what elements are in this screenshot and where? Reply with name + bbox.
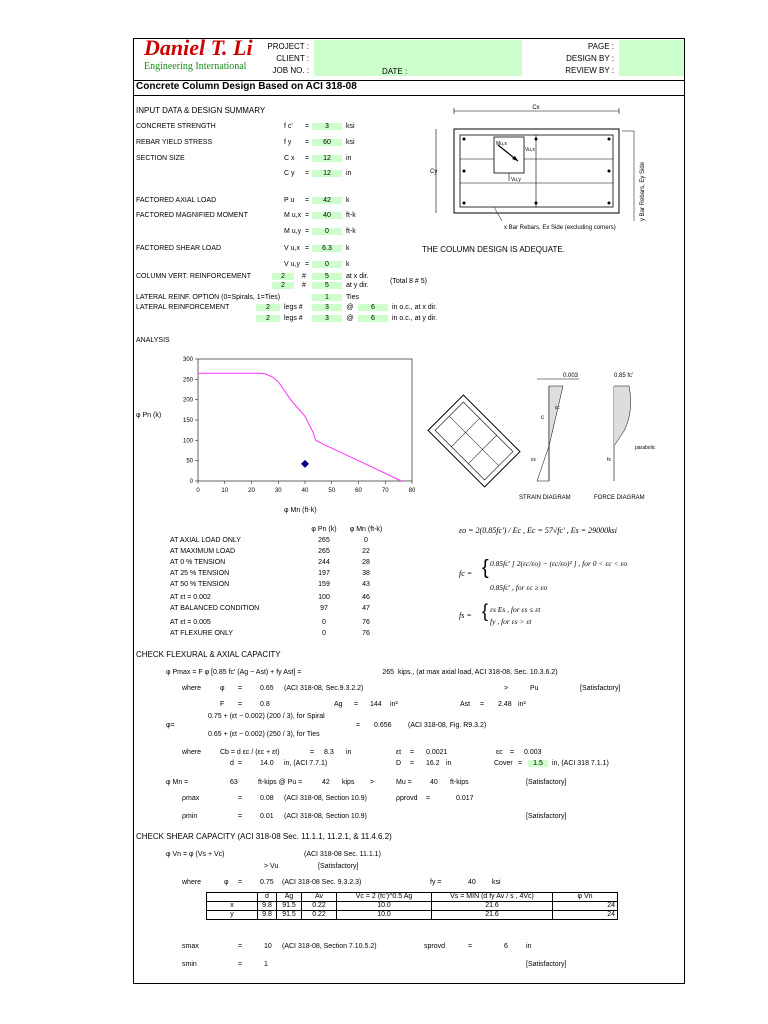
input-equals: =	[304, 228, 310, 235]
cy-dim-label: Cy	[430, 169, 438, 175]
mn-label: φ Mn =	[166, 779, 189, 786]
ec-label: εc	[496, 749, 503, 756]
input-value[interactable]: 12	[312, 170, 342, 177]
reinf-total: (Total 8 # 5)	[390, 278, 427, 285]
input-symbol: M u,y	[284, 228, 302, 235]
reinf-y-hash: #	[302, 282, 306, 289]
client-label: CLIENT :	[276, 54, 309, 63]
d-ref: in, (ACI 7.7.1)	[284, 760, 328, 767]
smin-status: [Satisfactory]	[526, 961, 567, 968]
lat-y-spacing[interactable]: 6	[358, 315, 388, 322]
input-value[interactable]: 0	[312, 261, 342, 268]
rmin-value: 0.01	[260, 813, 274, 820]
input-heading: INPUT DATA & DESIGN SUMMARY	[136, 106, 266, 115]
pmax-status: [Satisfactory]	[580, 685, 621, 692]
input-equals: =	[304, 123, 310, 130]
shear-cell: 9.8	[258, 911, 277, 920]
input-unit: ksi	[346, 139, 355, 146]
lat-y-unit: in o.c., at y dir.	[392, 315, 438, 322]
shear-status: [Satisfactory]	[318, 863, 359, 870]
result-pn: 0	[322, 630, 326, 637]
result-pn: 97	[320, 605, 328, 612]
input-equals: =	[304, 155, 310, 162]
shear-phi-value: 0.75	[260, 879, 274, 886]
force-diagram-label: FORCE DIAGRAM	[594, 495, 645, 501]
title-bar	[134, 80, 684, 96]
shear-fy-value: 40	[468, 879, 476, 886]
shear-cell: y	[207, 911, 258, 920]
result-label: AT BALANCED CONDITION	[170, 605, 260, 612]
result-label: AT 25 % TENSION	[170, 570, 230, 577]
cb-unit: in	[346, 749, 352, 756]
mu-value: 40	[430, 779, 438, 786]
page-title: Concrete Column Design Based on ACI 318-08	[136, 81, 357, 92]
fc-case-1: 0.85fc' [ 2(εc/εo) − (εc/εo)² ] , for 0 < εc < εo	[490, 559, 628, 568]
result-label: AT 0 % TENSION	[170, 559, 226, 566]
eps0-formula: εo = 2(0.85fc') / Ec , Ec = 57√fc' , Es = 29000ksi	[459, 526, 618, 535]
input-unit: ft-k	[346, 212, 356, 219]
shear-phi: φ	[224, 879, 229, 886]
Ag-unit: in²	[390, 701, 398, 708]
shear-col-d: d	[258, 893, 277, 902]
ec-label: εc	[555, 405, 560, 411]
result-mn: 0	[364, 537, 368, 544]
rprovd-value: 0.017	[456, 795, 474, 802]
input-label: SECTION SIZE	[136, 155, 185, 162]
cb-value: 8.3	[324, 749, 334, 756]
phi-eq-1: =	[238, 685, 243, 692]
shear-cell: 21.6	[432, 902, 553, 911]
es-label: εs	[531, 457, 536, 463]
result-mn: 47	[362, 605, 370, 612]
mn-pu-value: 42	[322, 779, 330, 786]
shear-cell: 24	[553, 911, 618, 920]
x-tick-label: 70	[381, 488, 389, 494]
rmin-ref: (ACI 318-08, Section 10.9)	[284, 813, 367, 820]
result-label: AT MAXIMUM LOAD	[170, 548, 236, 555]
smin-value: 1	[264, 961, 268, 968]
shear-phi-eq: =	[238, 879, 243, 886]
vu-compare: > Vu	[264, 863, 279, 870]
D-value: 16.2	[426, 760, 440, 767]
result-label: AT εt = 0.002	[170, 594, 211, 601]
input-value[interactable]: 60	[312, 139, 342, 146]
input-value[interactable]: 0	[312, 228, 342, 235]
input-unit: in	[346, 155, 352, 162]
result-mn: 22	[362, 548, 370, 555]
shear-cell: 9.8	[258, 902, 277, 911]
smax-label: smax	[182, 943, 199, 950]
phi-spiral: 0.75 + (εt − 0.002) (200 / 3), for Spiral	[208, 713, 325, 720]
fs-case-2: fy , for εs > εt	[490, 617, 532, 626]
shear-cell: 21.6	[432, 911, 553, 920]
lat-x-legs-label: legs #	[284, 304, 303, 311]
vux-label: Vu,x	[525, 147, 535, 153]
shear-col-blank	[207, 893, 258, 902]
mn-value: 63	[230, 779, 238, 786]
mu-unit: ft-kips	[450, 779, 469, 786]
vuy-label: Vu,y	[511, 177, 521, 183]
mn-kips: kips	[342, 779, 355, 786]
cover-ref: in, (ACI 318 7.1.1)	[552, 760, 609, 767]
vn-ref: (ACI 318-08 Sec. 11.1.1)	[304, 851, 381, 858]
reinf-label: COLUMN VERT. REINFORCEMENT	[136, 273, 251, 280]
design-status: THE COLUMN DESIGN IS ADEQUATE.	[422, 245, 565, 254]
F-value: 0.8	[260, 701, 270, 708]
input-unit: in	[346, 170, 352, 177]
strain-force-figure	[429, 351, 679, 501]
sprovd-label: sprovd	[424, 943, 446, 950]
logo-subtitle: Engineering International	[144, 61, 247, 72]
input-unit: k	[346, 245, 350, 252]
ec-eq: =	[510, 749, 515, 756]
smax-ref: (ACI 318-08, Section 7.10.5.2)	[282, 943, 377, 950]
smax-value: 10	[264, 943, 272, 950]
shear-fy-label: fy =	[430, 879, 442, 886]
phi-calc-value: 0.656	[374, 722, 392, 729]
phi-eq-label: φ=	[166, 722, 175, 729]
phi-symbol-1: φ	[220, 685, 225, 692]
input-value[interactable]: 40	[312, 212, 342, 219]
fs-lhs: fs =	[459, 611, 472, 620]
input-symbol: M u,x	[284, 212, 302, 219]
result-pn: 159	[318, 581, 330, 588]
cover-label: Cover	[494, 760, 513, 767]
shear-cell: 91.5	[277, 911, 302, 920]
smin-eq: =	[238, 961, 243, 968]
d-label: d	[230, 760, 234, 767]
input-equals: =	[304, 261, 310, 268]
y-tick-label: 50	[186, 458, 193, 465]
y-tick-label: 250	[182, 377, 193, 384]
reinf-x-count[interactable]: 2	[272, 273, 294, 280]
result-pn: 265	[318, 537, 330, 544]
result-label: AT AXIAL LOAD ONLY	[170, 537, 241, 544]
rmin-label: ρmin	[182, 813, 198, 820]
fs-case-1: εs Es , for εs ≤ εt	[490, 605, 541, 614]
rprovd-label: ρprovd	[396, 795, 418, 802]
interaction-diagram-chart	[174, 355, 434, 505]
force-085fc: 0.85 fc'	[614, 373, 634, 379]
x-tick-label: 30	[274, 488, 282, 494]
input-label: CONCRETE STRENGTH	[136, 123, 216, 130]
cx-dim-label: Cx	[532, 105, 540, 111]
Ast-eq: =	[480, 701, 485, 708]
cb-equation: Cb = d εc / (εc + εt)	[220, 749, 280, 756]
lat-x-size[interactable]: 3	[312, 304, 342, 311]
lat-x-spacing[interactable]: 6	[358, 304, 388, 311]
reinf-x-size[interactable]: 5	[312, 273, 342, 280]
pmax-gt: >	[504, 685, 509, 692]
chart-xlabel: φ Mn (ft-k)	[284, 507, 317, 514]
cover-value[interactable]: 1.5	[528, 760, 548, 767]
strain-diagram-label: STRAIN DIAGRAM	[519, 495, 571, 501]
project-info-field[interactable]	[314, 40, 522, 76]
input-unit: ksi	[346, 123, 355, 130]
input-symbol: C x	[284, 155, 295, 162]
mux-label: Mu,x	[496, 141, 507, 147]
logo-name: Daniel T. Li	[144, 35, 253, 60]
y-tick-label: 300	[182, 357, 193, 363]
lat-option-label: LATERAL REINF. OPTION (0=Spirals, 1=Ties)	[136, 294, 281, 301]
result-pn: 265	[318, 548, 330, 555]
cover-eq: =	[518, 760, 523, 767]
parabolic-label: parabolic	[635, 445, 656, 451]
mu-label: Mu =	[396, 779, 412, 786]
reinf-y-size[interactable]: 5	[312, 282, 342, 289]
calc-sheet	[133, 35, 685, 984]
fc-case-2: 0.85fc' , for εc ≥ εo	[490, 583, 548, 592]
phi-value: 0.65	[260, 685, 274, 692]
y-tick-label: 0	[189, 479, 193, 485]
shear-cell: 10.0	[337, 902, 432, 911]
analysis-heading: ANALYSIS	[136, 337, 170, 344]
vn-equation: φ Vn = φ (Vs + Vc)	[166, 851, 225, 858]
input-symbol: V u,x	[284, 245, 300, 252]
phi-ref: (ACI 318-08, Sec.9.3.2.2)	[284, 685, 364, 692]
smax-eq: =	[238, 943, 243, 950]
lat-x-legs[interactable]: 2	[256, 304, 280, 311]
x-tick-label: 60	[355, 488, 362, 494]
input-unit: k	[346, 261, 350, 268]
et-value: 0.0021	[426, 749, 448, 756]
input-symbol: V u,y	[284, 261, 300, 268]
c-label: c	[541, 415, 544, 421]
x-tick-label: 80	[408, 488, 416, 494]
rmax-ref: (ACI 318-08, Section 10.9)	[284, 795, 367, 802]
result-pn: 244	[318, 559, 330, 566]
Ag-eq: =	[354, 701, 359, 708]
sprovd-eq: =	[468, 943, 473, 950]
fc-lhs: fc =	[459, 569, 473, 578]
phi-calc-eq: =	[356, 722, 361, 729]
D-label: D	[396, 760, 402, 767]
input-label: FACTORED MAGNIFIED MOMENT	[136, 212, 248, 219]
Ag-value: 144	[370, 701, 382, 708]
Ag-label: Ag	[334, 701, 343, 708]
result-label: AT 50 % TENSION	[170, 581, 230, 588]
shear-col-phivn: φ Vn	[553, 893, 618, 902]
input-symbol: P u	[284, 197, 295, 204]
result-mn: 28	[362, 559, 370, 566]
flex-where-1: where	[182, 685, 202, 692]
date-label: DATE :	[382, 67, 408, 76]
input-value[interactable]: 12	[312, 155, 342, 162]
fc-brace: {	[482, 557, 489, 579]
result-mn: 38	[362, 570, 370, 577]
D-unit: in	[446, 760, 452, 767]
input-label: REBAR YIELD STRESS	[136, 139, 213, 146]
lat-x-at: @	[346, 304, 354, 311]
shear-col-vs: Vs = MIN (d fy Av / s , 4Vc)	[432, 893, 553, 902]
shear-cell: x	[207, 902, 258, 911]
shear-cell: 0.22	[302, 911, 337, 920]
shear-col-ag: Ag	[277, 893, 302, 902]
input-symbol: f y	[284, 139, 292, 146]
d-value: 14.0	[260, 760, 274, 767]
pmax-note: kips., (at max axial load, ACI 318-08, Sec. 10.3.6.2)	[398, 669, 558, 676]
shear-table-header	[207, 893, 618, 902]
rmax-value: 0.08	[260, 795, 274, 802]
reinf-x-hash: #	[302, 273, 306, 280]
Ast-value: 2.48	[498, 701, 512, 708]
input-equals: =	[304, 170, 310, 177]
pu-label: Pu	[530, 685, 539, 692]
input-equals: =	[304, 212, 310, 219]
result-mn: 76	[362, 619, 370, 626]
lat-option-unit: Ties	[346, 294, 359, 301]
column-section-figure	[424, 101, 664, 241]
result-label: AT FLEXURE ONLY	[170, 630, 234, 637]
Ast-unit: in²	[518, 701, 526, 708]
input-value[interactable]: 6.3	[312, 245, 342, 252]
results-mn-header: φ Mn (ft-k)	[349, 526, 383, 533]
lat-y-legs-label: legs #	[284, 315, 303, 322]
shear-phi-ref: (ACI 318-08 Sec. 9.3.2.3)	[282, 879, 362, 886]
input-label: FACTORED AXIAL LOAD	[136, 197, 217, 204]
results-pn-header: φ Pn (k)	[311, 526, 337, 533]
pmax-equation: φ Pmax = F φ [0.85 fc' (Ag − Ast) + fy Ast] =	[166, 669, 302, 676]
rprovd-eq: =	[426, 795, 431, 802]
result-pn: 0	[322, 619, 326, 626]
lat-x-unit: in o.c., at x dir.	[392, 304, 438, 311]
reinf-y-count[interactable]: 2	[272, 282, 294, 289]
flex-where-2: where	[182, 749, 202, 756]
x-tick-label: 20	[248, 488, 255, 494]
shear-where: where	[182, 879, 202, 886]
Ast-label: Ast	[460, 701, 471, 708]
lat-y-legs[interactable]: 2	[256, 315, 280, 322]
chart-ylabel: φ Pn (k)	[136, 412, 162, 419]
table-row	[207, 911, 618, 920]
result-mn: 43	[362, 581, 370, 588]
table-row	[207, 902, 618, 911]
project-label: PROJECT :	[267, 42, 309, 51]
shear-heading: CHECK SHEAR CAPACITY (ACI 318-08 Sec. 11.1.1, 11.2.1, & 11.4.6.2)	[136, 832, 392, 841]
result-mn: 46	[362, 594, 370, 601]
y-tick-label: 100	[182, 438, 193, 445]
F-label: F	[220, 701, 225, 708]
input-equals: =	[304, 139, 310, 146]
rmin-eq: =	[238, 813, 243, 820]
rmax-eq: =	[238, 795, 243, 802]
input-unit: k	[346, 197, 350, 204]
job-no-label: JOB NO. :	[272, 66, 309, 75]
ec-value: 0.003	[524, 749, 542, 756]
page-label: PAGE :	[587, 42, 614, 51]
input-label: FACTORED SHEAR LOAD	[136, 245, 222, 252]
input-unit: ft-k	[346, 228, 356, 235]
F-eq: =	[238, 701, 243, 708]
input-value[interactable]: 3	[312, 123, 342, 130]
pmax-value: 265	[382, 669, 394, 676]
lat-y-at: @	[346, 315, 354, 322]
sprovd-value: 6	[504, 943, 508, 950]
fs-label: fs	[607, 457, 611, 463]
input-value[interactable]: 42	[312, 197, 342, 204]
shear-table	[206, 892, 618, 920]
D-eq: =	[410, 760, 415, 767]
input-equals: =	[304, 197, 310, 204]
strain-e003: 0.003	[563, 373, 579, 379]
y-rebar-note: y Bar Rebars, Ey Side	[640, 161, 646, 221]
shear-col-vc: Vc = 2 (fc')^0.5 Ag	[337, 893, 432, 902]
rmin-status: [Satisfactory]	[526, 813, 567, 820]
lat-reinf-label: LATERAL REINFORCEMENT	[136, 304, 230, 311]
x-tick-label: 0	[196, 488, 200, 494]
result-label: AT εt = 0.005	[170, 619, 211, 626]
design-by-label: DESIGN BY :	[566, 54, 614, 63]
shear-fy-unit: ksi	[492, 879, 501, 886]
review-by-label: REVIEW BY :	[565, 66, 614, 75]
result-pn: 197	[318, 570, 330, 577]
flexural-heading: CHECK FLEXURAL & AXIAL CAPACITY	[136, 650, 281, 659]
fs-brace: {	[482, 601, 489, 621]
phi-calc-ref: (ACI 318-08, Fig. R9.3.2)	[408, 722, 487, 729]
page-info-field[interactable]	[619, 40, 684, 76]
x-tick-label: 40	[301, 488, 309, 494]
input-symbol: C y	[284, 170, 295, 177]
x-tick-label: 10	[221, 488, 229, 494]
mn-gt: >	[370, 779, 375, 786]
et-label: εt	[396, 749, 402, 756]
lat-y-size[interactable]: 3	[312, 315, 342, 322]
x-rebar-note: x Bar Rebars, Ex Side (excluding corners)	[504, 225, 616, 231]
sprovd-unit: in	[526, 943, 532, 950]
rmax-label: ρmax	[182, 795, 200, 802]
input-equals: =	[304, 245, 310, 252]
lat-option-value[interactable]: 1	[312, 294, 342, 301]
d-eq: =	[238, 760, 243, 767]
reinf-y-unit: at y dir.	[346, 282, 369, 289]
y-tick-label: 150	[182, 418, 193, 424]
x-tick-label: 50	[328, 488, 336, 494]
shear-col-av: Av	[302, 893, 337, 902]
shear-cell: 91.5	[277, 902, 302, 911]
cb-eq: =	[310, 749, 315, 756]
shear-cell: 24	[553, 902, 618, 911]
result-pn: 100	[318, 594, 330, 601]
shear-cell: 0.22	[302, 902, 337, 911]
smin-label: smin	[182, 961, 197, 968]
input-symbol: f c'	[284, 123, 293, 130]
reinf-x-unit: at x dir.	[346, 273, 369, 280]
mn-status: [Satisfactory]	[526, 779, 567, 786]
shear-cell: 10.0	[337, 911, 432, 920]
phi-ties: 0.65 + (εt − 0.002) (250 / 3), for Ties	[208, 731, 320, 738]
et-eq: =	[410, 749, 415, 756]
mn-at-pu: ft-kips @ Pu =	[258, 779, 303, 786]
result-mn: 76	[362, 630, 370, 637]
y-tick-label: 200	[182, 397, 193, 404]
